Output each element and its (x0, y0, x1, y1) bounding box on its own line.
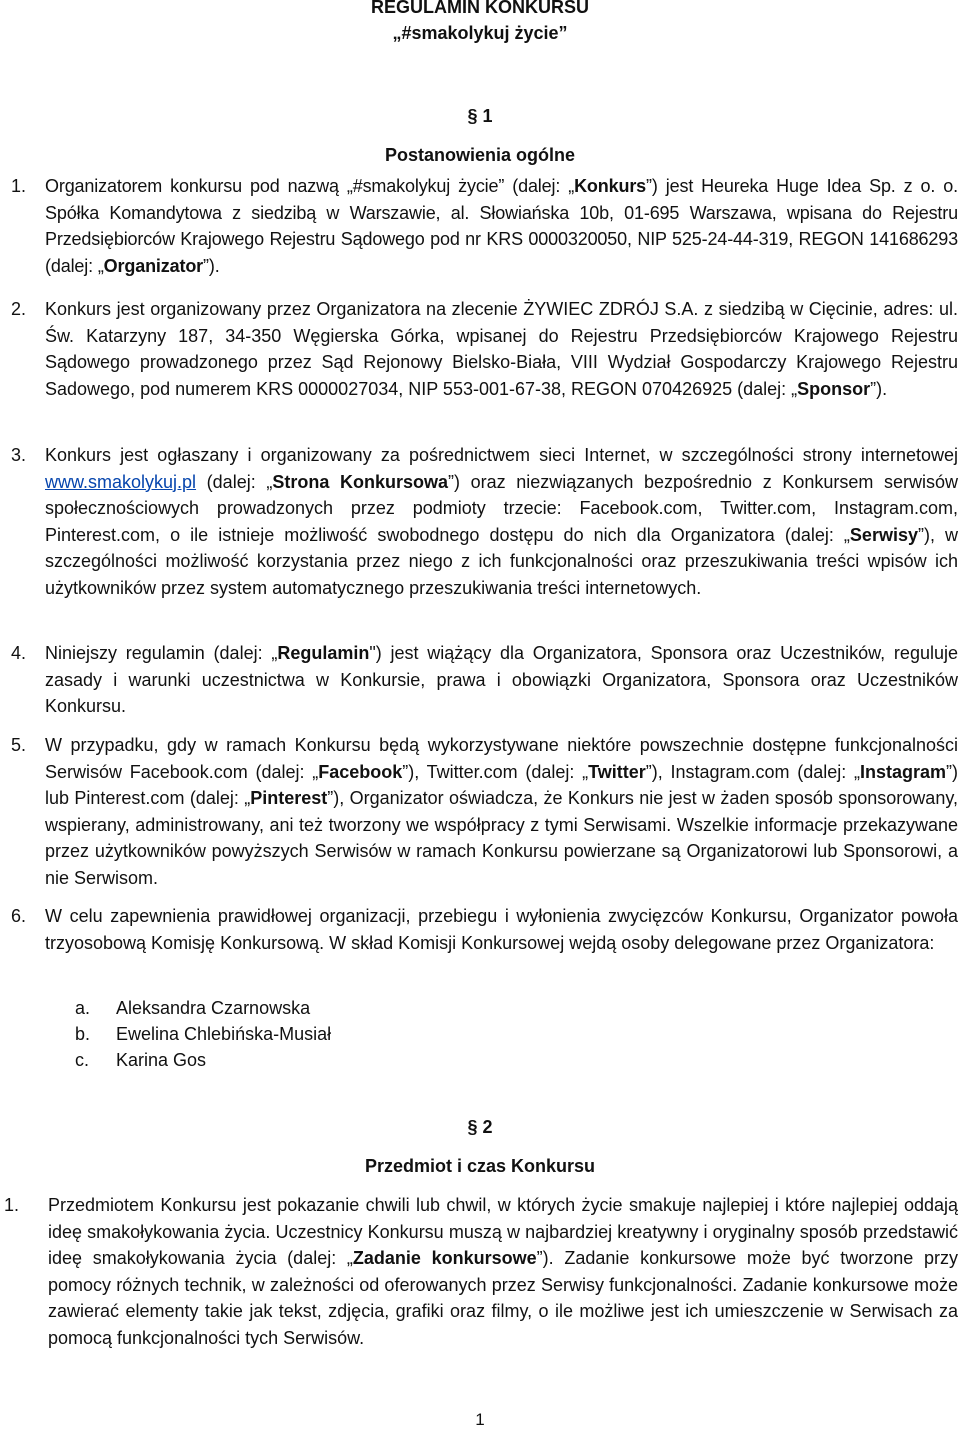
term-pinterest: Pinterest (250, 788, 328, 809)
item-text: Konkurs jest organizowany przez Organizatora na zlecenie ŻYWIEC ZDRÓJ S.A. z siedzibą w Cięcinie, adres: ul. Św. Katarzyny 187, 34-350 Węgierska Górka, wpisanej do Rejestru Przedsiębiorców Krajowego Rejestru Sądowego prowadzonego przez Sąd Rejonowy Bielsko-Biała, VIII Wydział Gospodarczy Krajowego Rejestru Sadowego, pod numerem KRS 0000027034, NIP 553-001-67-38, REGON 070426925 (dalej: „Sponsor”). (45, 299, 958, 399)
member-letter: a. (75, 998, 91, 1018)
item-number: 4. (11, 643, 27, 663)
page-number: 1 (475, 1410, 485, 1429)
commission-member-b (75, 1021, 575, 1047)
item-text: Przedmiotem Konkursu jest pokazanie chwili lub chwil, w których życie smakuje najlepiej i które najlepiej oddają ideę smakołykowania życia. Uczestnicy Konkursu muszą w najbardziej kreatywny i oryginalny sposób przedstawić ideę smakołykowania życia (dalej: „Zadanie konkursowe”). Zadanie konkursowe może być tworzone przy pomocy różnych technik, w zależności od oferowanych przez Serwisy funkcjonalności. Zadanie konkursowe może zawierać elementy takie jak tekst, zdjęcia, grafiki oraz filmy, o ile możliwe jest ich umieszczenie w Serwisach za pomocą funkcjonalności tych Serwisów. (48, 1195, 958, 1348)
item-text: W celu zapewnienia prawidłowej organizacji, przebiegu i wyłonienia zwycięzców Konkursu, Organizator powoła trzyosobową Komisję Konkursową. W skład Komisji Konkursowej wejdą osoby delegowane przez Organizatora: (45, 906, 958, 953)
commission-member-c (75, 1047, 575, 1073)
term-instagram: Instagram (859, 761, 946, 782)
member-letter: b. (75, 1024, 91, 1044)
term-organizator: Organizator (103, 255, 204, 276)
website-link[interactable]: www.smakolykuj.pl (45, 471, 197, 492)
term-facebook: Facebook (318, 761, 403, 782)
section-1-heading: Postanowienia ogólne (384, 145, 576, 165)
term-sponsor: Sponsor (797, 378, 871, 399)
commission-member-a (75, 995, 575, 1021)
document-subtitle: „#smakolykuj życie” (392, 23, 568, 43)
item-text: Konkurs jest ogłaszany i organizowany za pośrednictwem sieci Internet, w szczególności strony internetowej www.smakolykuj.pl (dalej: „Strona Konkursowa”) oraz niezwiązanych bezpośrednio z Konkursem serwisów społecznościowych prowadzonych przez podmioty trzecie: Facebook.com, Twitter.com, Instagram.com, Pinterest.com, o ile istnieje możliwość swobodnego dostępu do nich dla Organizatora (dalej: „Serwisy”), w szczególności możliwość korzystania przez niego z ich funkcjonalności oraz przeszukiwania treści wpisów ich użytkowników przez system automatycznego przeszukiwania treści internetowych. (45, 445, 959, 598)
member-name: Ewelina Chlebińska-Musiał (116, 1024, 332, 1044)
term-twitter: Twitter (588, 761, 646, 782)
item-text: Organizatorem konkursu pod nazwą „#smakolykuj życie” (dalej: „Konkurs”) jest Heureka Huge Idea Sp. z o. o. Spółka Komandytowa z siedzibą w Warszawie, al. Słowiańska 10b, 01-695 Warszawa, wpisana do Rejestru Przedsiębiorców Krajowego Rejestru Sądowego pod nr KRS 0000320050, NIP 525-24-44-319, REGON 141686293 (dalej: „Organizator”). (45, 176, 958, 276)
term-serwisy: Serwisy (849, 524, 918, 545)
item-number: 6. (11, 906, 27, 926)
document-title: REGULAMIN KONKURSU (371, 0, 589, 17)
member-name: Aleksandra Czarnowska (116, 998, 311, 1018)
term-konkurs: Konkurs (574, 176, 647, 196)
section-1-number: § 1 (467, 106, 493, 126)
term-regulamin: Regulamin (277, 643, 370, 663)
section-2-heading: Przedmiot i czas Konkursu (364, 1156, 596, 1176)
item-number: 1. (11, 176, 27, 196)
item-number: 3. (11, 445, 27, 465)
member-name: Karina Gos (116, 1050, 207, 1070)
item-number: 1. (4, 1195, 20, 1215)
item-number: 5. (11, 735, 27, 755)
item-text: Niniejszy regulamin (dalej: „Regulamin") jest wiążący dla Organizatora, Sponsora oraz Uczestników, reguluje zasady i warunki uczestnictwa w Konkursie, prawa i obowiązki Organizatora, Sponsora oraz Uczestników Konkursu. (45, 643, 958, 717)
member-letter: c. (75, 1050, 90, 1070)
term-strona-konkursowa: Strona Konkursowa (272, 471, 449, 492)
section-2-number: § 2 (467, 1117, 493, 1137)
item-number: 2. (11, 299, 27, 319)
term-zadanie-konkursowe: Zadanie konkursowe (352, 1248, 537, 1269)
item-text: W przypadku, gdy w ramach Konkursu będą wykorzystywane niektóre powszechnie dostępne funkcjonalności Serwisów Facebook.com (dalej: „Facebook”), Twitter.com (dalej: „Twitter”), Instagram.com (dalej: „Instagram”) lub Pinterest.com (dalej: „Pinterest”), Organizator oświadcza, że Konkurs nie jest w żaden sposób sponsorowany, wspierany, administrowany, ani też tworzony we współpracy z tymi Serwisami. Wszelkie informacje przekazywane przez użytkowników powyższych Serwisów w ramach Konkursu powierzane są Organizatorowi lub Sponsorowi, a nie Serwisom. (45, 735, 958, 888)
